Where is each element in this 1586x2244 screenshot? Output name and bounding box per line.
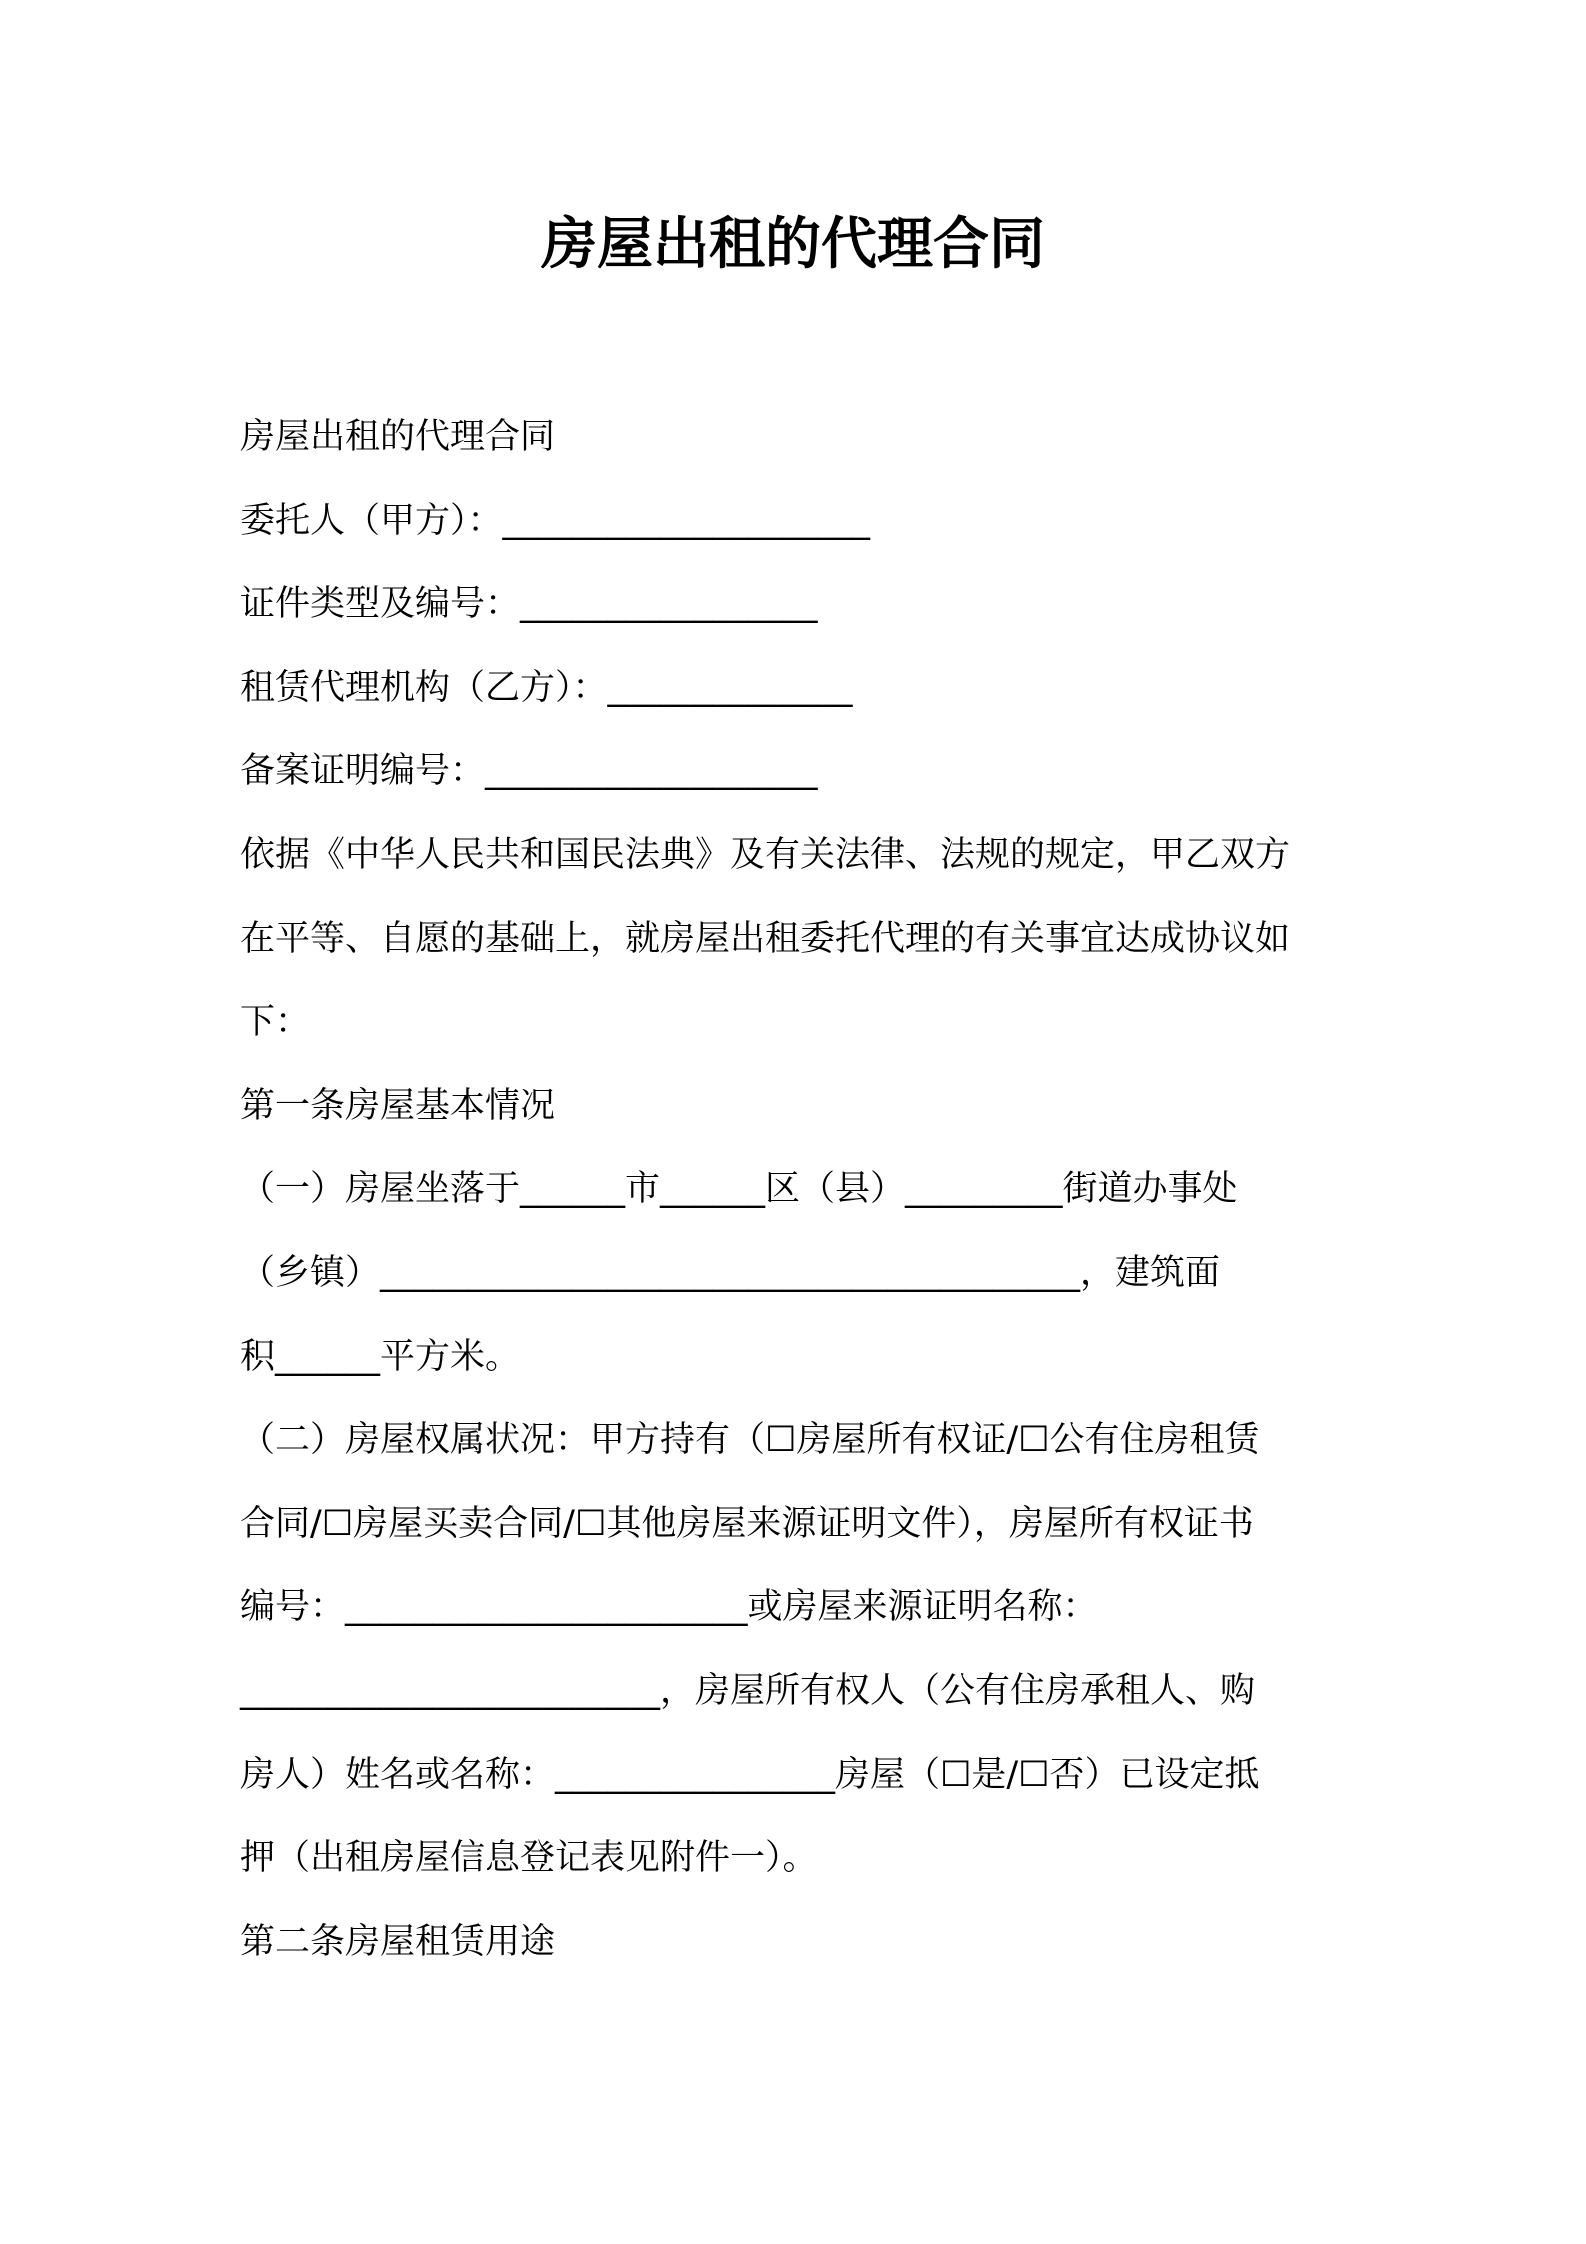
clause-1-1-line-1: （一）房屋坐落于______市______区（县）_________街道办事处: [240, 1169, 1238, 1210]
article-2-heading: 第二条房屋租赁用途: [240, 1921, 556, 1962]
document-body: [240, 396, 1360, 1984]
clause-1-2-line-2: 合同/☐房屋买卖合同/☐其他房屋来源证明文件），房屋所有权证书: [240, 1503, 1254, 1544]
clause-1-2-line-1: （二）房屋权属状况：甲方持有（☐房屋所有权证/☐公有住房租赁: [240, 1420, 1260, 1461]
preamble-line-1: 依据《中华人民共和国民法典》及有关法律、法规的规定，甲乙双方: [240, 834, 1291, 875]
clause-1-1-line-3: 积______平方米。: [240, 1336, 521, 1377]
agency-party-b-line: 租赁代理机构（乙方）：______________: [240, 667, 853, 708]
clause-1-2-line-5: 房人）姓名或名称：________________房屋（☐是/☐否）已设定抵: [240, 1754, 1260, 1795]
preamble-line-2: 在平等、自愿的基础上，就房屋出租委托代理的有关事宜达成协议如: [240, 918, 1291, 959]
clause-1-2-line-3: 编号：_______________________或房屋来源证明名称：: [240, 1587, 1098, 1628]
preamble-line-3: 下：: [240, 1002, 311, 1043]
clause-1-2-line-6: 押（出租房屋信息登记表见附件一）。: [240, 1838, 818, 1879]
article-1-heading: 第一条房屋基本情况: [240, 1085, 556, 1126]
document-title: 房屋出租的代理合同: [541, 212, 1045, 277]
clause-1-2-line-4: ________________________，房屋所有权人（公有住房承租人、购: [240, 1670, 1256, 1711]
principal-party-a-line: 委托人（甲方）：_____________________: [240, 500, 871, 541]
filing-certificate-line: 备案证明编号：___________________: [240, 751, 818, 792]
clause-1-1-line-2: （乡镇）________________________________________，建筑面: [240, 1252, 1221, 1293]
subtitle-line: 房屋出租的代理合同: [240, 417, 556, 457]
id-type-number-line: 证件类型及编号：_________________: [240, 584, 818, 625]
